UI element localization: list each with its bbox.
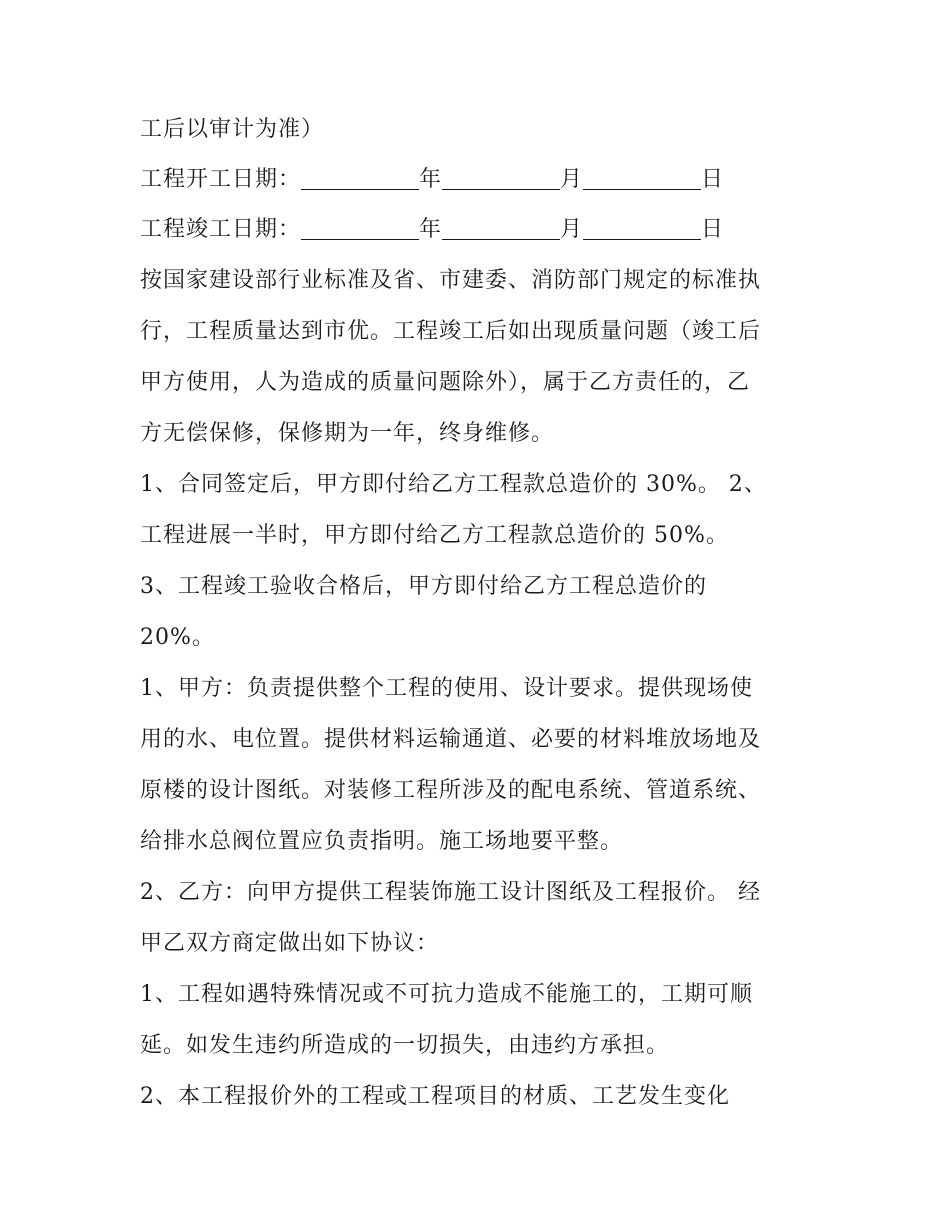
month-blank bbox=[442, 217, 560, 240]
text-line: 1、甲方：负责提供整个工程的使用、设计要求。提供现场使 bbox=[140, 676, 753, 701]
month-label: 月 bbox=[560, 217, 584, 242]
completion-date-label: 工程竣工日期： bbox=[140, 217, 302, 242]
text-line: 甲乙双方商定做出如下协议： bbox=[140, 931, 440, 956]
year-label: 年 bbox=[419, 217, 443, 242]
year-blank bbox=[301, 217, 419, 240]
text-line: 给排水总阀位置应负责指明。施工场地要平整。 bbox=[140, 829, 624, 854]
text-line: 甲方使用，人为造成的质量问题除外），属于乙方责任的，乙 bbox=[140, 370, 751, 395]
day-label: 日 bbox=[701, 167, 725, 192]
completion-date-line bbox=[140, 215, 724, 245]
text-line: 方无偿保修，保修期为一年，终身维修。 bbox=[140, 421, 555, 446]
start-date-label: 工程开工日期： bbox=[140, 167, 302, 192]
text-line: 3、工程竣工验收合格后，甲方即付给乙方工程总造价的 bbox=[140, 574, 707, 599]
text-line: 行，工程质量达到市优。工程竣工后如出现质量问题（竣工后 bbox=[140, 319, 762, 344]
text-line: 按国家建设部行业标准及省、市建委、消防部门规定的标准执 bbox=[140, 268, 762, 293]
month-blank bbox=[442, 167, 560, 190]
text-line: 工程进展一半时，甲方即付给乙方工程款总造价的 50%。 bbox=[140, 523, 729, 548]
day-blank bbox=[583, 217, 701, 240]
year-blank bbox=[301, 167, 419, 190]
year-label: 年 bbox=[419, 167, 443, 192]
text-line: 1、合同签定后，甲方即付给乙方工程款总造价的 30%。 2、 bbox=[140, 472, 767, 497]
month-label: 月 bbox=[560, 167, 584, 192]
day-blank bbox=[583, 167, 701, 190]
text-line: 2、乙方：向甲方提供工程装饰施工设计图纸及工程报价。 经 bbox=[140, 880, 761, 905]
text-line: 1、工程如遇特殊情况或不可抗力造成不能施工的，工期可顺 bbox=[140, 982, 753, 1007]
start-date-line bbox=[140, 165, 724, 195]
text-line: 2、本工程报价外的工程或工程项目的材质、工艺发生变化 bbox=[140, 1084, 730, 1109]
text-line: 延。如发生违约所造成的一切损失，由违约方承担。 bbox=[140, 1033, 670, 1058]
text-line: 用的水、电位置。提供材料运输通道、必要的材料堆放场地及 bbox=[140, 727, 762, 752]
text-line: 工后以审计为准） bbox=[140, 117, 325, 142]
text-line: 20%。 bbox=[140, 625, 215, 650]
day-label: 日 bbox=[701, 217, 725, 242]
text-line: 原楼的设计图纸。对装修工程所涉及的配电系统、管道系统、 bbox=[140, 778, 762, 803]
